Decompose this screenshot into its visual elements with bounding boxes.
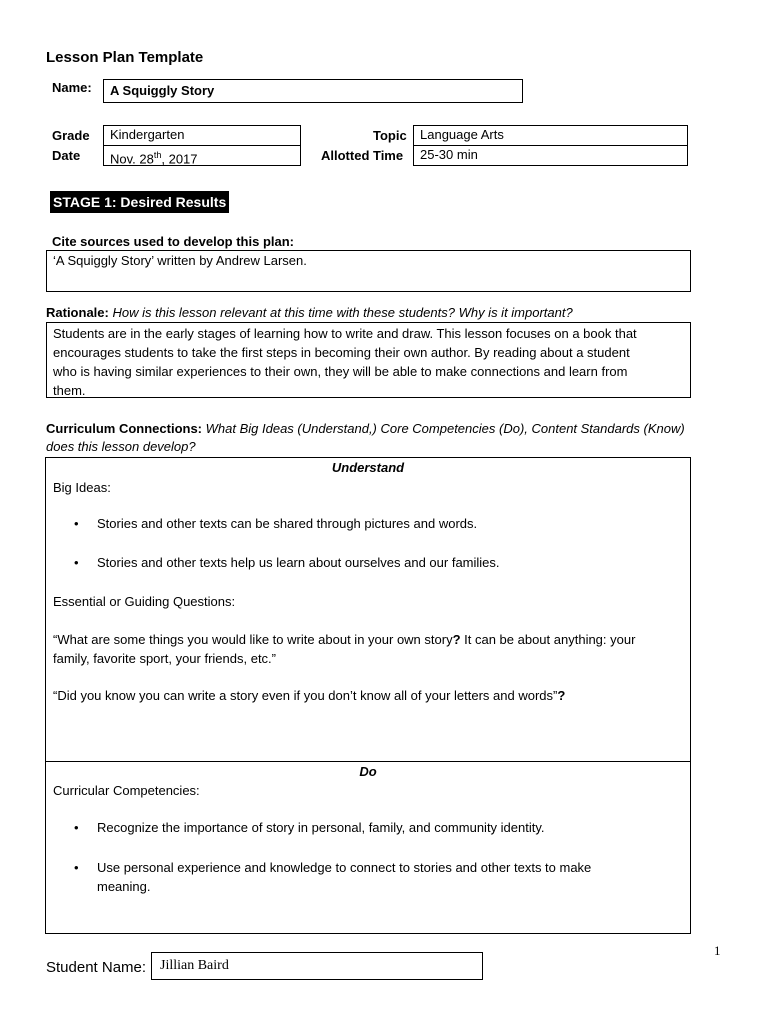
student-name-label: Student Name: bbox=[46, 959, 147, 976]
bullet: • bbox=[74, 555, 79, 570]
rationale-label: Rationale: bbox=[46, 305, 109, 320]
big-ideas-label: Big Ideas: bbox=[53, 480, 111, 495]
curriculum-question: What Big Ideas (Understand,) Core Competencies (Do), Content Standards (Know) bbox=[205, 421, 685, 436]
date-field[interactable] bbox=[103, 145, 301, 166]
cite-label: Cite sources used to develop this plan: bbox=[52, 234, 294, 249]
curriculum-label: Curriculum Connections: bbox=[46, 421, 203, 436]
rationale-line bbox=[46, 305, 573, 320]
page-number: 1 bbox=[714, 943, 721, 958]
competencies-label: Curricular Competencies: bbox=[53, 783, 200, 798]
competency-1: Recognize the importance of story in personal, family, and community identity. bbox=[97, 820, 545, 835]
big-idea-2: Stories and other texts help us learn about ourselves and our families. bbox=[97, 555, 500, 570]
stage-heading: STAGE 1: Desired Results bbox=[50, 191, 229, 213]
questions-label: Essential or Guiding Questions: bbox=[53, 594, 236, 609]
do-section bbox=[45, 761, 691, 934]
allotted-time-field[interactable]: 25-30 min bbox=[413, 145, 688, 166]
competency-2-line-2: meaning. bbox=[97, 879, 151, 894]
competency-2 bbox=[97, 858, 591, 896]
question-2 bbox=[53, 688, 565, 703]
bullet: • bbox=[74, 516, 79, 531]
big-idea-1: Stories and other texts can be shared through pictures and words. bbox=[97, 516, 478, 531]
question-2-text: “Did you know you can write a story even if you don’t know all of your letters and words” bbox=[53, 688, 558, 703]
bullet: • bbox=[74, 860, 79, 875]
curriculum-line-1 bbox=[46, 421, 685, 436]
name-label: Name: bbox=[52, 80, 92, 95]
topic-field[interactable]: Language Arts bbox=[413, 125, 688, 146]
question-mark: ? bbox=[557, 688, 566, 703]
grade-field[interactable]: Kindergarten bbox=[103, 125, 301, 146]
question-1 bbox=[53, 630, 635, 668]
do-heading: Do bbox=[359, 764, 377, 779]
competency-2-line-1: Use personal experience and knowledge to connect to stories and other texts to make bbox=[97, 860, 592, 875]
understand-heading: Understand bbox=[331, 460, 405, 475]
date-sup: th bbox=[153, 150, 162, 160]
curriculum-line-2: does this lesson develop? bbox=[46, 439, 196, 454]
date-prefix: Nov. 28 bbox=[110, 151, 154, 167]
grade-label: Grade bbox=[52, 128, 90, 143]
rationale-text-line: encourages students to take the first steps in becoming their own author. By reading about a student bbox=[53, 345, 630, 360]
student-name-field[interactable]: Jillian Baird bbox=[151, 952, 483, 980]
rationale-text-line: them. bbox=[53, 383, 86, 398]
rationale-question: How is this lesson relevant at this time with these students? Why is it important? bbox=[112, 305, 573, 320]
date-label: Date bbox=[52, 148, 81, 163]
allotted-time-label: Allotted Time bbox=[321, 148, 404, 163]
question-1-text-cont: It can be about anything: your bbox=[460, 632, 636, 647]
question-mark: ? bbox=[452, 632, 461, 647]
rationale-box[interactable] bbox=[46, 322, 691, 398]
name-field[interactable]: A Squiggly Story bbox=[103, 79, 523, 103]
rationale-text-line: who is having similar experiences to their own, they will be able to make connections and learn from bbox=[53, 364, 628, 379]
bullet: • bbox=[74, 820, 79, 835]
page-title: Lesson Plan Template bbox=[46, 49, 204, 66]
understand-section bbox=[45, 457, 691, 762]
rationale-text-line: Students are in the early stages of learning how to write and draw. This lesson focuses on a book that bbox=[53, 326, 637, 341]
date-suffix: , 2017 bbox=[161, 151, 198, 167]
question-1-text: “What are some things you would like to write about in your own story bbox=[53, 632, 453, 647]
question-1-line-2: family, favorite sport, your friends, etc.” bbox=[53, 651, 276, 666]
cite-field[interactable]: ‘A Squiggly Story’ written by Andrew Larsen. bbox=[46, 250, 691, 292]
topic-label: Topic bbox=[373, 128, 407, 143]
